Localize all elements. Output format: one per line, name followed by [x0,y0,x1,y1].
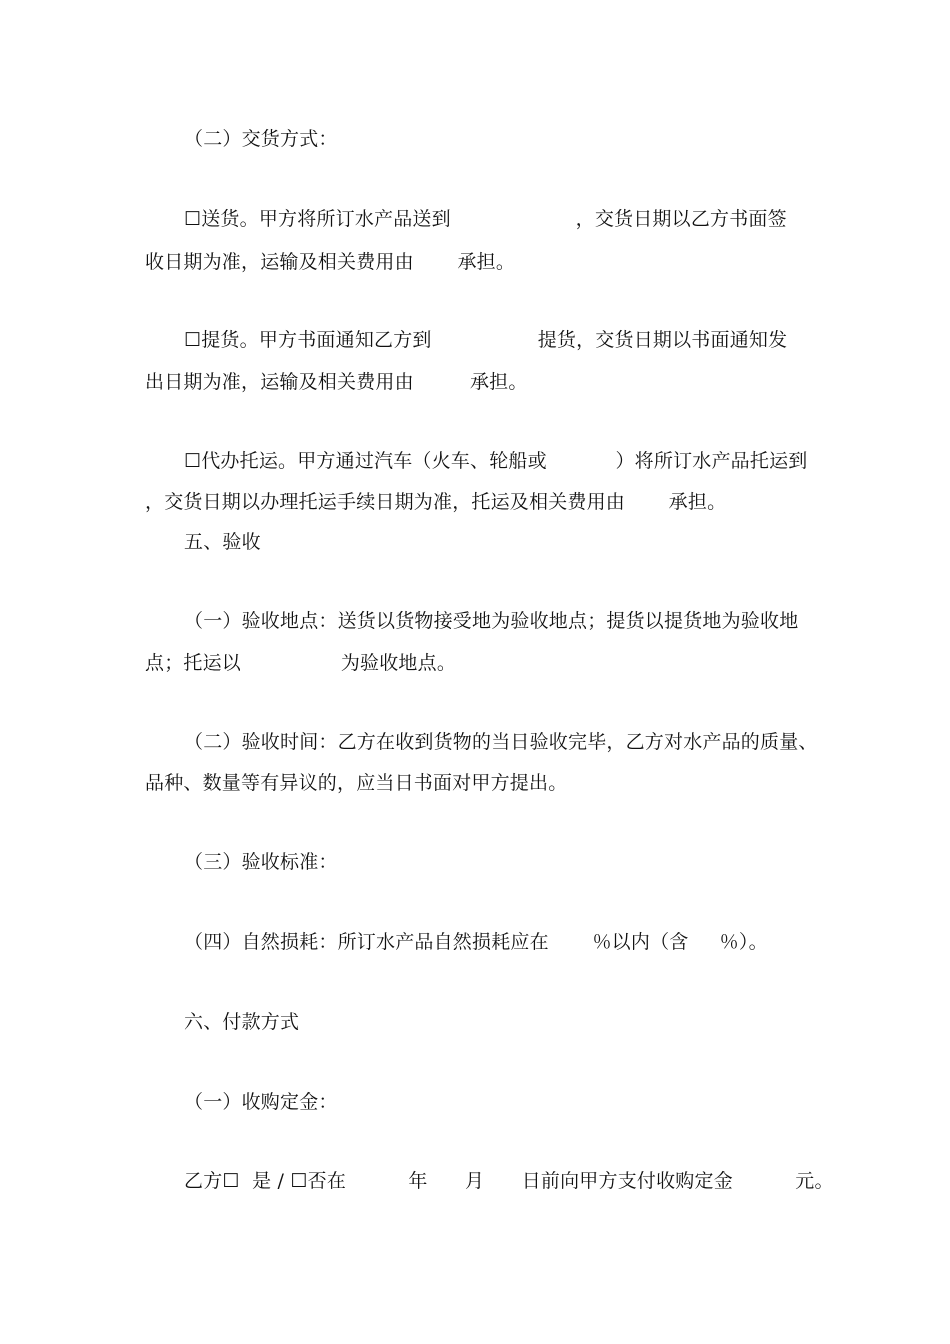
inspection-time-line-1: （二）验收时间：乙方在收到货物的当日验收完毕，乙方对水产品的质量、 [184,731,818,753]
purchase-deposit-heading: （一）收购定金： [184,1091,338,1113]
purchase-deposit-line: 乙方☐ 是 / ☐否在 年 月 日前向甲方支付收购定金 元。 [184,1170,834,1192]
delivery-option-ship-line-2: 收日期为准，运输及相关费用由 承担。 [145,251,516,273]
delivery-option-consign-line-2: ，交货日期以办理托运手续日期为准，托运及相关费用由 承担。 [145,491,727,513]
delivery-option-consign-line-1: ☐代办托运。甲方通过汽车（火车、轮船或 ）将所订水产品托运到 [184,450,808,472]
inspection-time-line-2: 品种、数量等有异议的，应当日书面对甲方提出。 [145,772,568,794]
inspection-standard-line: （三）验收标准： [184,851,338,873]
section-inspection-heading: 五、验收 [184,531,261,553]
delivery-option-ship-line-1: ☐送货。甲方将所订水产品送到 ，交货日期以乙方书面签 [184,208,787,230]
inspection-location-line-1: （一）验收地点：送货以货物接受地为验收地点；提货以提货地为验收地 [184,610,799,632]
natural-loss-line: （四）自然损耗：所订水产品自然损耗应在 ％以内（含 ％）。 [184,931,768,953]
section-payment-heading: 六、付款方式 [184,1011,300,1033]
section-delivery-method-heading: （二）交货方式： [184,128,338,150]
delivery-option-pickup-line-2: 出日期为准，运输及相关费用由 承担。 [145,371,528,393]
inspection-location-line-2: 点；托运以 为验收地点。 [145,652,457,674]
delivery-option-pickup-line-1: ☐提货。甲方书面通知乙方到 提货，交货日期以书面通知发 [184,329,788,351]
